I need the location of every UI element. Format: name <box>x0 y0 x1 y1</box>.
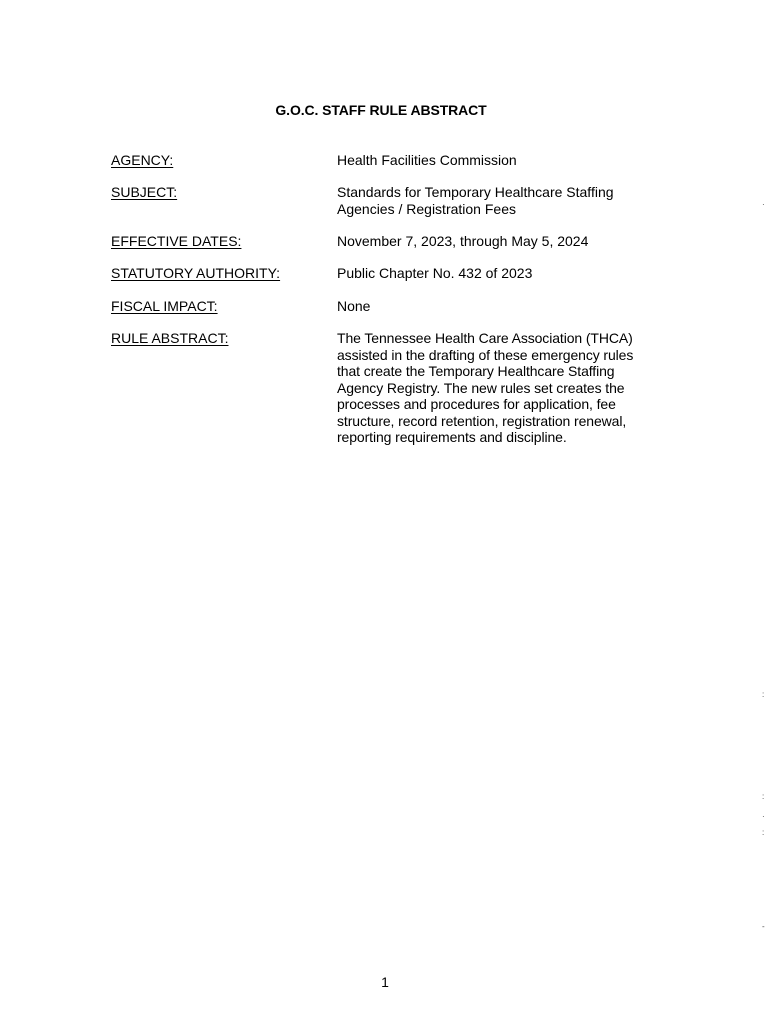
rule-abstract-label: RULE ABSTRACT: <box>111 330 229 346</box>
margin-mark: · <box>762 812 765 821</box>
document-title: G.O.C. STAFF RULE ABSTRACT <box>275 102 487 118</box>
margin-mark: · <box>762 200 765 209</box>
margin-mark: : <box>762 828 765 837</box>
agency-label: AGENCY: <box>111 152 174 168</box>
fiscal-impact-label: FISCAL IMPACT: <box>111 298 218 314</box>
statutory-authority-label: STATUTORY AUTHORITY: <box>111 265 281 281</box>
rule-abstract-value: The Tennessee Health Care Association (THCA) assisted in the drafting of these emergency rules that create the Temporary Healthcare Staffing Agency Registry. The new rules set creates the processes and procedures for application, fee structure, record retention, registration renewal, reporting requirements and discipline. <box>337 330 634 445</box>
statutory-authority-value: Public Chapter No. 432 of 2023 <box>337 265 533 281</box>
subject-label: SUBJECT: <box>111 184 178 200</box>
subject-value: Standards for Temporary Healthcare Staffing Agencies / Registration Fees <box>337 184 614 217</box>
margin-mark: : <box>762 792 765 801</box>
effective-dates-label: EFFECTIVE DATES: <box>111 233 242 249</box>
agency-value: Health Facilities Commission <box>337 152 517 168</box>
page-number: 1 <box>381 974 389 990</box>
effective-dates-value: November 7, 2023, through May 5, 2024 <box>337 233 589 249</box>
margin-mark: : <box>762 690 765 699</box>
fiscal-impact-value: None <box>337 298 371 314</box>
margin-mark: - <box>762 922 765 931</box>
